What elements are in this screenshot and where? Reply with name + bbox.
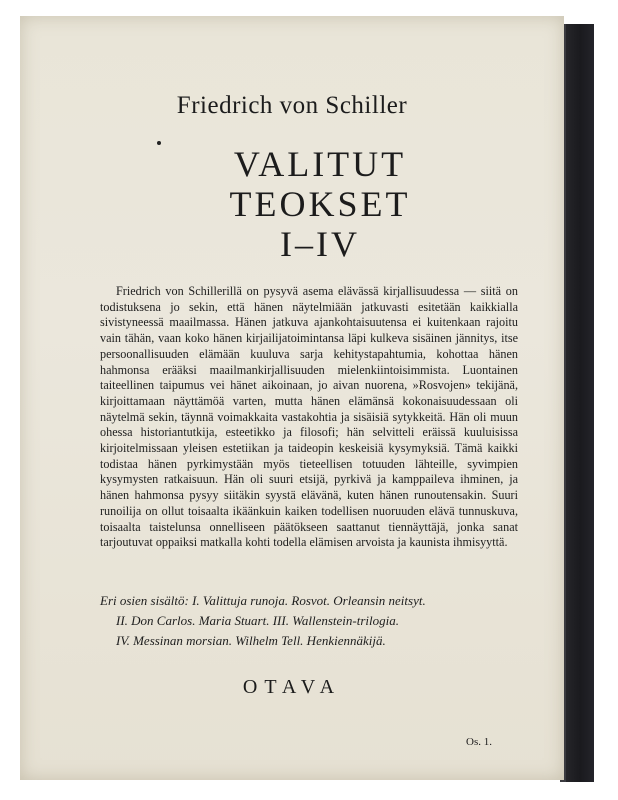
description-paragraph: Friedrich von Schillerillä on pysyvä asema elävässä kirjallisuudessa — siitä on todistuksena jo sekin, että hänen näytelmiään jatkuvasti esitetään kaikkialla sivistyneessä maailmassa. Hänen jatkuva ajankohtaisuutensa ei kuitenkaan rajoitu vain tähän, vaan koko hänen kirjailijatoimintansa läpi kulkeva sisäinen jännitys, itse persoonallisuuden elämään kuuluva sarja kehitystapahtumia, kohottaa hänen hahmonsa erääksi maailmankirjallisuuden mielenkiintoisimmista. Luontainen taiteellinen taipumus vei hänet aikoinaan, jo aivan nuorena, »Rosvojen» tekijänä, kirjoittamaan näyttämöä varten, mutta hänen elämänsä kokonaisuudessaan oli näytelmä sekin, täynnä voimakkaita vastakohtia ja sisäisiä sytykkeitä. Hän oli muun ohessa historiantutkija, esteetikko ja filosofi; hän selvitteli eräissä kuuluisissa kirjoitelmissaan yleisen estetiikan ja taideopin keskeisiä kysymyksiä. Tämä kaikki todistaa hänen pyrkimystään myös tieteellisen totuuden lähteille, syvimpien kysymysten ratkaisuun. Hän oli suuri etsijä, pyrkivä ja kamppaileva ihminen, ja hänen hahmonsa pysyy siitäkin syystä elävänä, kuten hänen runoutensakin. Suuri runoilija on ollut toisaalta ikäänkuin kaiken todellisen nuoruuden elävä tunnuskuva, toisaalta taistelunsa onnelliseen päätökseen saattanut tiennäyttäjä, jonka sanat tarjoutuvat oppaiksi matkalla kohti todella elämisen arvoista ja kaunista ihmisyyttä. — [100, 284, 518, 550]
title-line-1: VALITUT — [233, 144, 407, 184]
back-cover — [20, 16, 564, 780]
title-line-3: I–IV — [280, 224, 360, 264]
publisher-name: OTAVA — [242, 676, 342, 698]
volume-label: Os. 1. — [466, 736, 492, 748]
contents-line-1: Eri osien sisältö: I. Valittuja runoja. Rosvot. Orleansin neitsyt. — [100, 593, 426, 608]
author-name: Friedrich von Schiller — [176, 92, 408, 119]
contents-line-3: IV. Messinan morsian. Wilhelm Tell. Henkiennäkijä. — [116, 633, 386, 648]
contents-line-2: II. Don Carlos. Maria Stuart. III. Wallenstein-trilogia. — [116, 613, 399, 628]
contents-list — [100, 591, 520, 651]
title-line-2: TEOKSET — [229, 184, 411, 224]
